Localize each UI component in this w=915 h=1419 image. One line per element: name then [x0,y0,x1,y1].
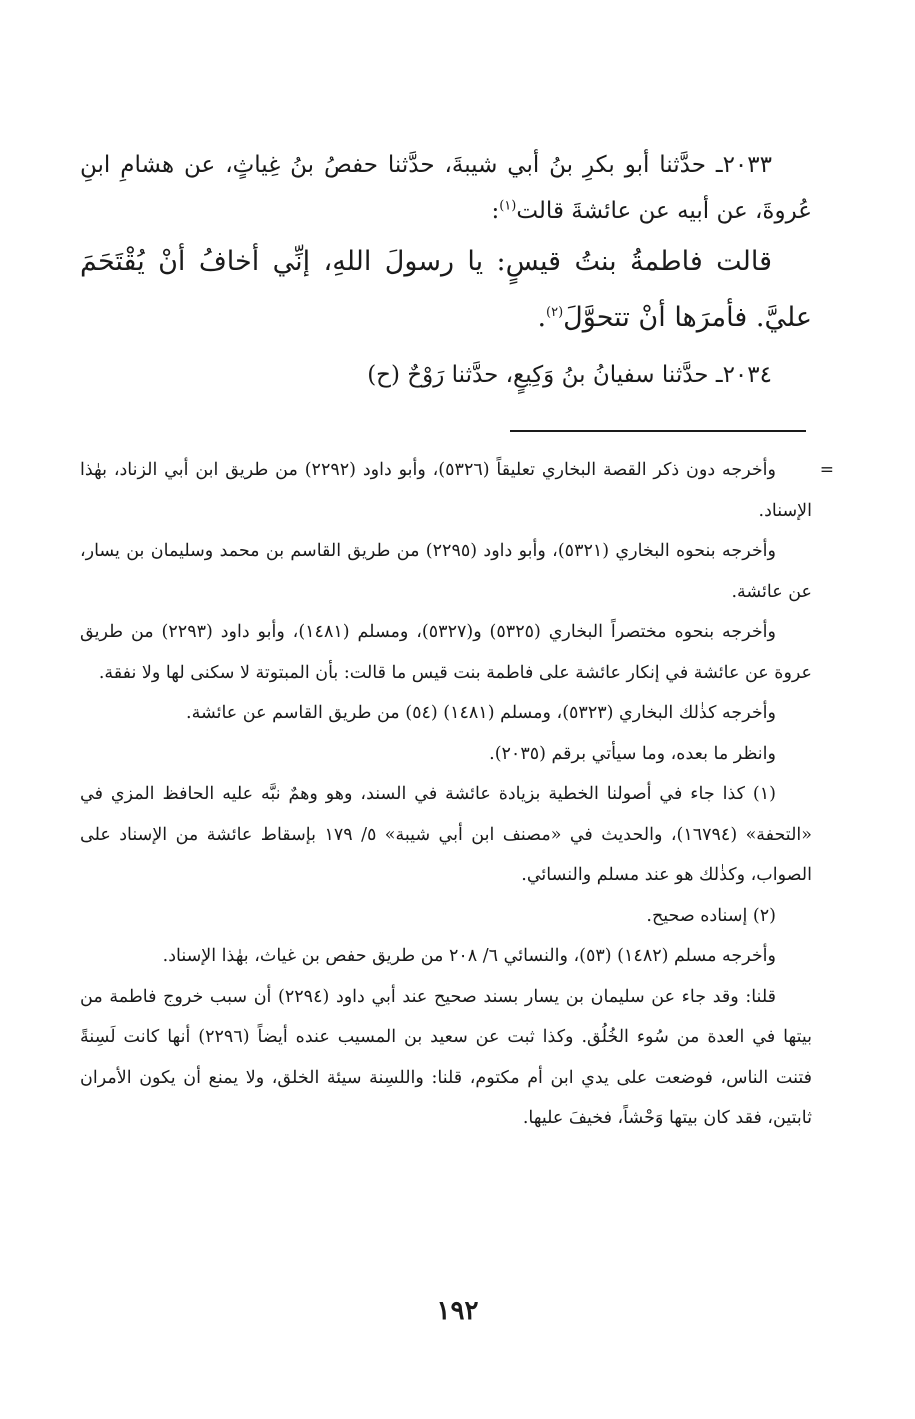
hadith-2033-line2: ابنِ عُروةَ، عن أبيه عن عائشةَ قالت [80,152,812,224]
hadith-2033-line1: ٢٠٣٣ـ حدَّثنا أبو بكرِ بنُ أبي شيبةَ، حدَّثنا حفصُ بنُ غِياثٍ، عن هشامِ [120,152,772,178]
hadith-2033-colon: : [491,198,500,224]
hadith-2033 [80,142,812,234]
quote-line2: عليَّ. فأمرَها أنْ تتحوَّلَ [563,302,812,333]
footnote-text: وأخرجه دون ذكر القصة البخاري تعليقاً (٥٣٢٦)، وأبو داود (٢٢٩٢) من طريق ابن أبي الزناد، بهٰذا الإسناد. [80,460,812,521]
footnote-ref-2: (٢) [546,305,564,320]
footnote-1: (١) كذا جاء في أصولنا الخطية بزيادة عائشة في السند، وهو وهمٌ نبَّه عليه الحافظ المزي في «التحفة» (١٦٧٩٤)، والحديث في «مصنف ابن أبي شيبة» ٥/ ١٧٩ بإسقاط عائشة من الإسناد على الصواب، وكذٰلك هو عند مسلم والنسائي. [80,784,812,885]
continuation-mark: = [819,460,834,480]
footnotes-section [80,450,834,1139]
hadith-2034-line1: ٢٠٣٤ـ حدَّثنا سفيانُ بنُ وَكِيعٍ، حدَّثنا رَوْحٌ (ح) [367,362,772,388]
footnote-paragraph: وأخرجه كذٰلك البخاري (٥٣٢٣)، ومسلم (١٤٨١) (٥٤) من طريق القاسم عن عائشة. [186,703,776,723]
main-text [80,142,812,398]
footnote-paragraph: وأخرجه بنحوه مختصراً البخاري (٥٣٢٥) و(٥٣٢٧)، ومسلم (١٤٨١)، وأبو داود (٢٢٩٣) من طريق عروة عن عائشة في إنكار عائشة على فاطمة بنت قيس ما قالت: بأن المبتوتة لا سكنى لها ولا نفقة. [80,622,812,683]
page-number: ١٩٢ [436,1296,479,1326]
hadith-2034 [80,352,812,398]
footnote-paragraph: وأخرجه مسلم (١٤٨٢) (٥٣)، والنسائي ٦/ ٢٠٨ من طريق حفص بن غياث، بهٰذا الإسناد. [162,946,776,966]
footnote-ref-1: (١) [499,198,517,214]
footnote-separator [510,430,806,432]
footnote-paragraph: وانظر ما بعده، وما سيأتي برقم (٢٠٣٥). [489,743,776,764]
footnote-paragraph: وأخرجه بنحوه البخاري (٥٣٢١)، وأبو داود (٢٢٩٥) من طريق القاسم بن محمد وسليمان بن يسار، عن عائشة. [80,541,812,602]
quote-line1: قالت فاطمةُ بنتُ قيسٍ: يا رسولَ اللهِ، إنِّي أخافُ أنْ يُقْتَحَمَ [80,246,772,277]
footnote-paragraph [80,450,834,531]
quote-period: . [537,302,547,333]
prophetic-quote [80,234,812,346]
footnote-paragraph: قلنا: وقد جاء عن سليمان بن يسار بسند صحيح عند أبي داود (٢٢٩٤) أن سبب خروج فاطمة من بيتها في العدة من سُوء الخُلُق. وكذا ثبت عن سعيد بن المسيب عنده أيضاً (٢٢٩٦) أنها كانت لَسِنةً فتنت الناس، فوضعت على يدي ابن أم مكتوم، قلنا: واللسِنة سيئة الخلق، ولا يمنع أن يكون الأمران ثابتين، فقد كان بيتها وَحْشاً، فخيفَ عليها. [80,986,812,1128]
footnote-2: (٢) إسناده صحيح. [646,905,776,926]
